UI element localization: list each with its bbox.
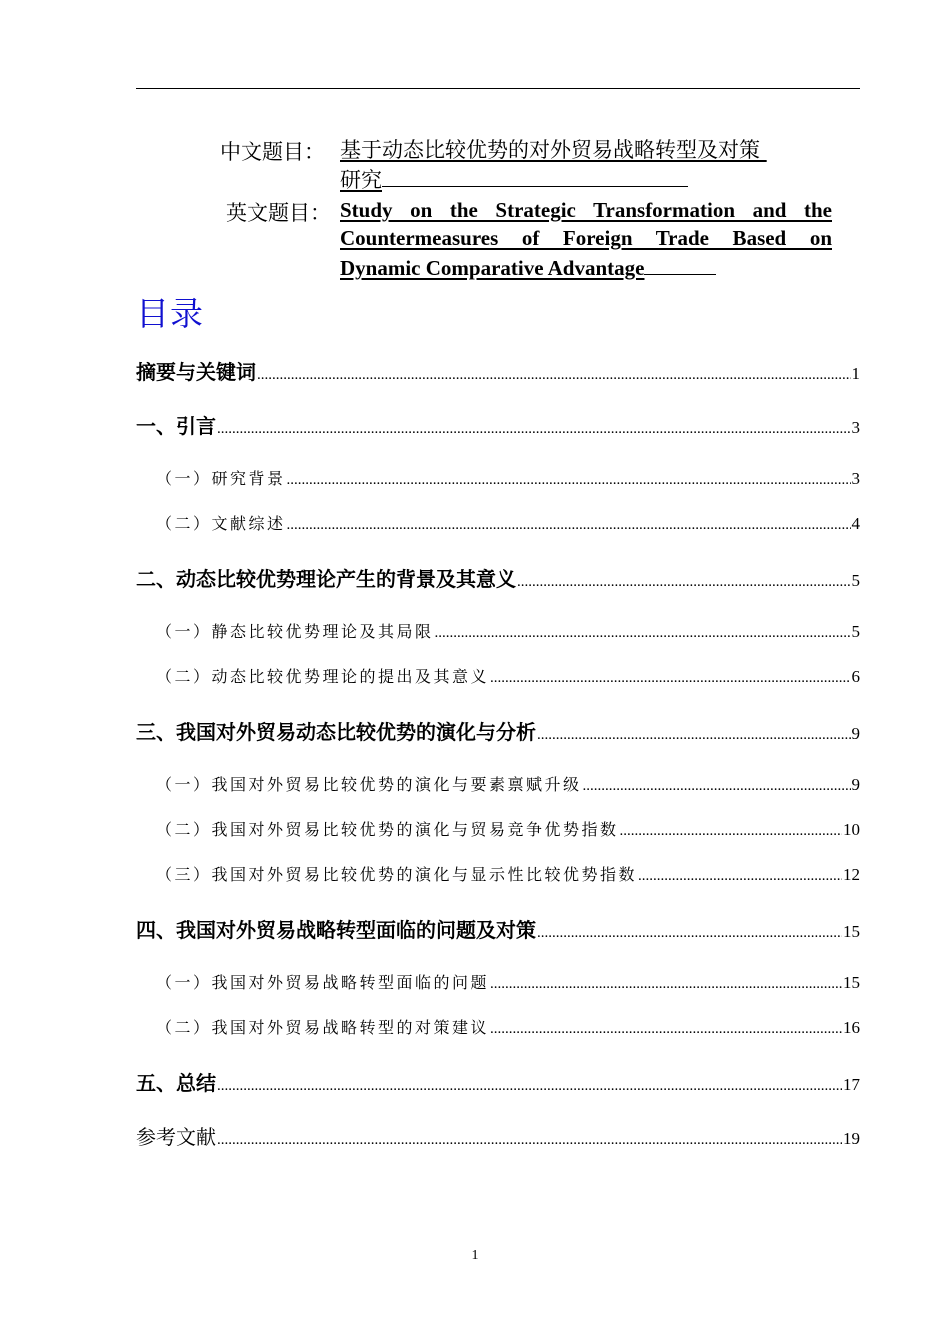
cn-title-label: 中文题目：: [220, 140, 325, 164]
toc-entry-3-3[interactable]: [156, 862, 860, 885]
toc-entry-chapter-4[interactable]: [136, 914, 860, 943]
toc-entry-literature-review[interactable]: [156, 511, 860, 534]
toc-entry-label: 一、引言: [136, 414, 216, 438]
toc-leader: [638, 868, 842, 885]
toc-entry-label: 二、动态比较优势理论产生的背景及其意义: [136, 567, 516, 591]
toc-page-number: 1: [851, 364, 860, 383]
toc-leader: [217, 421, 851, 438]
toc-entry-conclusion[interactable]: [136, 1067, 860, 1096]
toc-entry-label: 五、总结: [136, 1071, 216, 1095]
cn-title-underline-fill: [382, 164, 688, 187]
toc-entry-introduction[interactable]: [136, 410, 860, 439]
toc-entry-label: （一）我国对外贸易战略转型面临的问题: [156, 973, 490, 992]
toc-entry-abstract[interactable]: [136, 356, 860, 385]
cn-title-line2: 研究: [340, 168, 382, 192]
toc-entry-label: 摘要与关键词: [136, 360, 256, 384]
toc-page-number: 16: [843, 1018, 860, 1037]
toc-entry-2-2[interactable]: [156, 664, 860, 687]
toc-page-number: 9: [851, 724, 860, 743]
cn-title: [340, 136, 832, 194]
toc-page-number: 17: [843, 1075, 860, 1094]
toc-entry-3-2[interactable]: [156, 817, 860, 840]
toc-leader: [217, 1132, 842, 1149]
toc-page-number: 5: [851, 571, 860, 590]
cn-title-line1: 基于动态比较优势的对外贸易战略转型及对策: [340, 138, 760, 162]
en-title-line3: Dynamic Comparative Advantage: [340, 256, 645, 280]
toc-leader: [537, 925, 842, 942]
toc-entry-research-background[interactable]: [156, 466, 860, 489]
toc-leader: [287, 472, 851, 489]
en-title-label: 英文题目：: [226, 201, 331, 225]
toc-page-number: 4: [851, 514, 860, 533]
toc-leader: [517, 574, 851, 591]
toc-leader: [620, 823, 842, 840]
en-title-underline-fill: [644, 252, 716, 275]
toc-entry-4-2[interactable]: [156, 1015, 860, 1038]
toc-entry-label: （一）我国对外贸易比较优势的演化与要素禀赋升级: [156, 775, 582, 794]
toc-leader: [217, 1078, 842, 1095]
toc-page-number: 6: [851, 667, 860, 686]
toc-entry-references[interactable]: [136, 1121, 860, 1150]
toc-page-number: 3: [851, 418, 860, 437]
page-number-footer: 1: [471, 1248, 479, 1263]
toc-entry-3-1[interactable]: [156, 772, 860, 795]
toc-entry-2-1[interactable]: [156, 619, 860, 642]
toc-entry-chapter-2[interactable]: [136, 563, 860, 592]
toc-leader: [583, 778, 851, 795]
toc-page-number: 15: [843, 973, 860, 992]
toc-leader: [435, 625, 851, 642]
toc-entry-label: （三）我国对外贸易比较优势的演化与显示性比较优势指数: [156, 865, 638, 884]
en-title-line2: Countermeasures of Foreign Trade Based on: [340, 226, 832, 250]
en-title: [340, 196, 832, 282]
toc-leader: [257, 367, 851, 384]
toc-leader: [287, 517, 851, 534]
toc-leader: [490, 670, 850, 687]
toc-entry-label: （二）动态比较优势理论的提出及其意义: [156, 667, 490, 686]
toc-page-number: 3: [851, 469, 860, 488]
toc-entry-label: 三、我国对外贸易动态比较优势的演化与分析: [136, 720, 536, 744]
toc-leader: [490, 976, 842, 993]
toc-page-number: 5: [851, 622, 860, 641]
toc-entry-label: （一）研究背景: [156, 469, 286, 488]
toc-page-number: 15: [843, 922, 860, 941]
toc-entry-label: （二）我国对外贸易战略转型的对策建议: [156, 1018, 490, 1037]
toc-entry-label: （二）文献综述: [156, 514, 286, 533]
toc-entry-label: （一）静态比较优势理论及其局限: [156, 622, 434, 641]
toc-entry-label: 四、我国对外贸易战略转型面临的问题及对策: [136, 918, 536, 942]
toc-entry-4-1[interactable]: [156, 970, 860, 993]
toc-page-number: 10: [843, 820, 860, 839]
toc-heading: 目录: [136, 294, 204, 333]
en-title-line1: Study on the Strategic Transformation and the: [340, 198, 832, 222]
toc-page-number: 19: [843, 1129, 860, 1148]
toc-entry-label: 参考文献: [136, 1125, 216, 1149]
header-rule: [136, 88, 860, 89]
toc-entry-chapter-3[interactable]: [136, 716, 860, 745]
toc-leader: [537, 727, 851, 744]
toc-leader: [490, 1021, 842, 1038]
toc-page-number: 12: [843, 865, 860, 884]
toc-page-number: 9: [851, 775, 860, 794]
toc-entry-label: （二）我国对外贸易比较优势的演化与贸易竞争优势指数: [156, 820, 619, 839]
